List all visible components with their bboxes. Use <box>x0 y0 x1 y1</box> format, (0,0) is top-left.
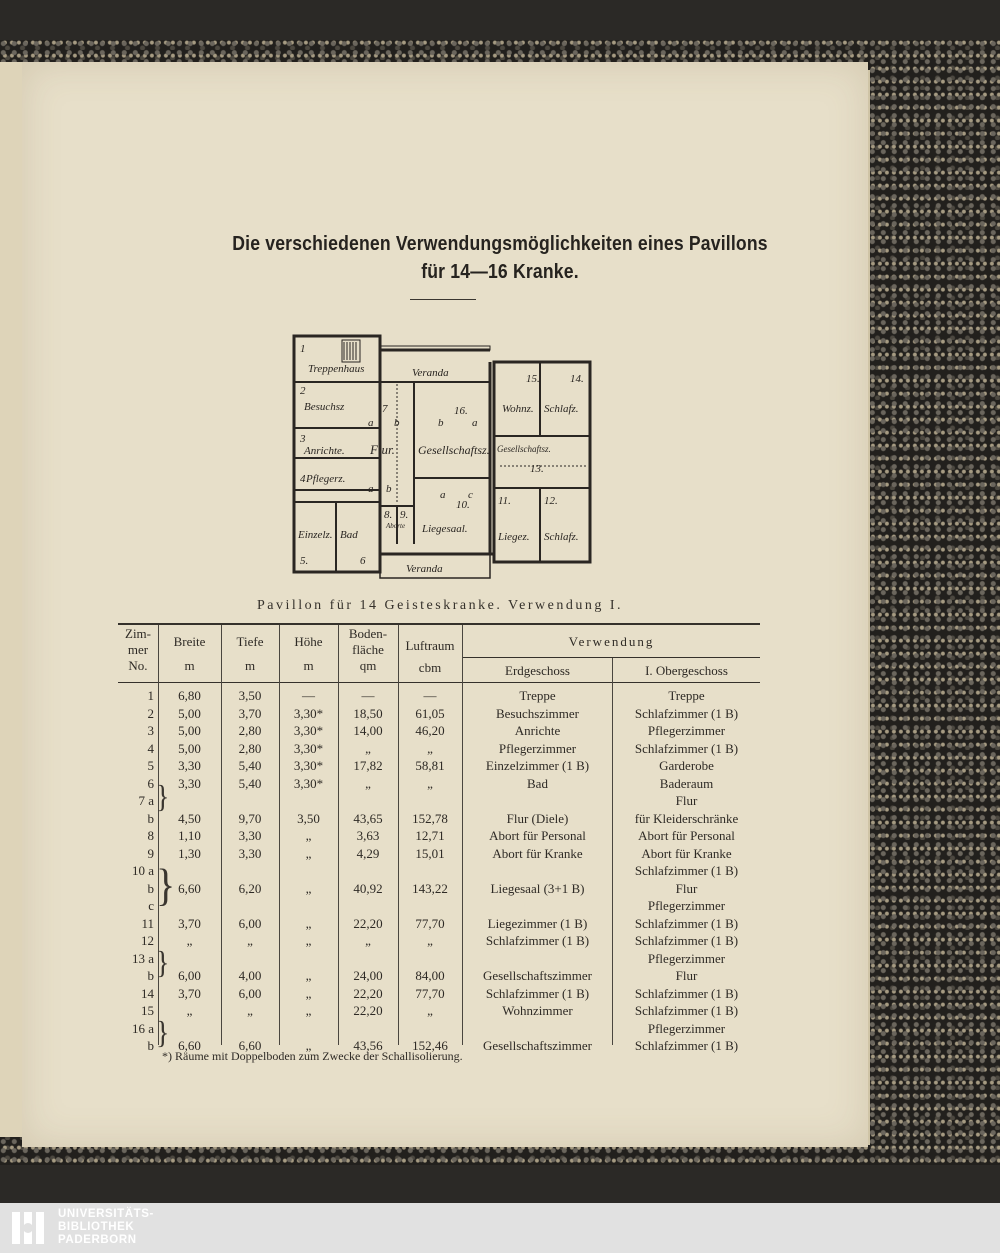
table-cell-erd: Wohnzimmer <box>502 1003 573 1018</box>
table-cell-erd: Gesellschaftszimmer <box>482 1038 592 1053</box>
table-cell-no: 16 a <box>131 1020 154 1036</box>
table-cell-luft: „ <box>427 740 433 756</box>
table-cell-boden: 24,00 <box>353 968 383 983</box>
table-cell-erd: Besuchszimmer <box>495 705 580 721</box>
table-cell-ober: Pflegerzimmer <box>647 723 726 738</box>
table-cell-boden: „ <box>365 775 371 791</box>
table-cell-hoehe: „ <box>305 1038 312 1053</box>
table-cell-tiefe: 3,50 <box>238 688 262 703</box>
plan-n16: 16. <box>454 405 468 417</box>
table-cell-ober: Treppe <box>668 688 705 703</box>
plan-schlafz-top: Schlafz. <box>544 403 579 415</box>
plan-b2: b <box>438 417 444 429</box>
table-cell-breite: 6,00 <box>178 968 201 983</box>
plan-schlafz-bottom: Schlafz. <box>544 531 579 543</box>
footnote: *) Räume mit Doppelboden zum Zwecke der Schallisolierung. <box>162 1049 463 1063</box>
table-cell-boden: 22,20 <box>353 1003 383 1018</box>
table-cell-hoehe: „ <box>305 880 312 896</box>
table-cell-boden: 3,63 <box>356 828 380 843</box>
table-cell-ober: Schlafzimmer (1 B) <box>634 705 739 721</box>
header-tiefe: Tiefe <box>236 634 264 649</box>
header-erdgeschoss: Erdgeschoss <box>505 663 570 678</box>
table-cell-tiefe: 6,60 <box>238 1038 262 1053</box>
table-cell-boden: 22,20 <box>353 985 383 1001</box>
header-zimmer: Zim- mer No. <box>125 626 151 673</box>
table-cell-hoehe: „ <box>305 985 312 1001</box>
plan-a3: a <box>368 483 374 495</box>
table-cell-erd: Schlafzimmer (1 B) <box>485 933 590 948</box>
table-caption: Pavillon für 14 Geisteskranke. Verwendung I. <box>257 598 623 613</box>
table-cell-luft: 61,05 <box>415 705 445 721</box>
table-top-rule <box>118 623 760 625</box>
table-cell-luft: 77,70 <box>415 915 445 931</box>
plan-c: c <box>468 489 473 501</box>
plan-bad: Bad <box>340 529 358 541</box>
table-cell-no: b <box>147 968 154 983</box>
table-cell-tiefe: 5,40 <box>238 775 262 791</box>
plan-n11: 11. <box>498 495 511 507</box>
table-cell-breite: 5,00 <box>178 723 201 738</box>
table-cell-boden: „ <box>365 933 371 948</box>
plan-treppenhaus: Treppenhaus <box>308 363 365 375</box>
plan-wohnz: Wohnz. <box>502 403 534 415</box>
header-luftraum-unit: cbm <box>418 660 442 675</box>
plan-n2: 2 <box>300 385 306 397</box>
plan-n3: 3 <box>300 433 306 445</box>
plan-a2: a <box>472 417 478 429</box>
table-cell-luft: — <box>423 688 437 703</box>
table-cell-no: b <box>147 1038 154 1053</box>
table-cell-tiefe: 5,40 <box>238 758 262 773</box>
table-cell-tiefe: 3,30 <box>238 845 262 861</box>
table-cell-erd: Treppe <box>519 688 556 703</box>
table-cell-boden: 43,65 <box>353 810 383 826</box>
table-cell-ober: Schlafzimmer (1 B) <box>634 985 739 1001</box>
plan-a1: a <box>368 417 374 429</box>
plan-n8: 8. <box>384 509 393 521</box>
table-cell-boden: 40,92 <box>353 880 383 896</box>
plan-n13: 13. <box>530 463 544 475</box>
table-cell-hoehe: — <box>302 688 315 703</box>
table-cell-hoehe: „ <box>305 933 312 948</box>
table-cell-ober: Schlafzimmer (1 B) <box>634 863 739 878</box>
page-title <box>60 230 940 286</box>
table-cell-tiefe: 3,30 <box>238 828 262 843</box>
plan-anrichte: Anrichte. <box>304 445 345 457</box>
table-cell-ober: für Kleiderschränke <box>634 810 739 826</box>
table-cell-erd: Schlafzimmer (1 B) <box>485 985 590 1001</box>
table-cell-hoehe: „ <box>305 845 312 861</box>
table-cell-luft: 12,71 <box>415 828 445 843</box>
table-cell-erd: Bad <box>527 775 548 791</box>
header-obergeschoss: I. Obergeschoss <box>645 663 728 678</box>
header-tiefe-unit: m <box>244 658 256 673</box>
brace-7: } <box>156 779 170 816</box>
plan-gesellschaftsz-2: Gesellschaftsz. <box>497 444 551 454</box>
table-cell-no: 9 <box>147 845 154 861</box>
plan-n12: 12. <box>544 495 558 507</box>
logo-line-3: PADERBORN <box>58 1234 137 1246</box>
title-line-2: für 14—16 Kranke. <box>421 261 579 283</box>
plan-liegesaal: Liegesaal. <box>422 523 468 535</box>
table-cell-boden: 22,20 <box>353 915 383 931</box>
table-cell-tiefe: 2,80 <box>238 723 262 738</box>
plan-gesellschaftsz: Gesellschaftsz. <box>418 443 490 457</box>
table-cell-breite: 5,00 <box>178 705 201 721</box>
plan-n4: 4 <box>300 473 306 485</box>
table-cell-breite: „ <box>186 933 193 948</box>
plan-n15: 15. <box>526 373 540 385</box>
table-cell-no: 12 <box>141 933 154 948</box>
table-cell-erd: Anrichte <box>514 723 561 738</box>
table-cell-hoehe: 3,30* <box>293 740 324 756</box>
table-cell-erd: Abort für Kranke <box>492 845 583 861</box>
table-cell-no: b <box>147 880 154 896</box>
table-cell-luft: 77,70 <box>415 985 445 1001</box>
table-cell-breite: 6,80 <box>178 688 201 703</box>
table-cell-tiefe: 6,00 <box>238 985 262 1001</box>
table-cell-breite: 6,60 <box>178 1038 201 1053</box>
table-cell-erd: Pflegerzimmer <box>498 740 577 756</box>
table-cell-hoehe: 3,30* <box>293 723 324 738</box>
table-cell-ober: Schlafzimmer (1 B) <box>634 740 739 756</box>
table-cell-luft: 15,01 <box>415 845 445 861</box>
plan-n14: 14. <box>570 373 584 385</box>
table-cell-tiefe: 3,70 <box>238 705 262 721</box>
table-cell-breite: 4,50 <box>178 810 201 826</box>
table-cell-luft: „ <box>427 933 433 948</box>
table-cell-erd: Gesellschaftszimmer <box>482 968 592 983</box>
brace-16: } <box>156 1015 170 1052</box>
table-cell-boden: 18,50 <box>353 705 383 721</box>
table-cell-no: 8 <box>147 828 154 843</box>
table-cell-no: 4 <box>147 740 154 756</box>
data-table <box>118 620 760 1053</box>
table-cell-tiefe: 9,70 <box>238 810 262 826</box>
table-cell-no: 6 <box>147 775 154 791</box>
table-cell-ober: Flur <box>675 793 698 808</box>
floor-plan <box>290 332 595 582</box>
table-cell-luft: 152,78 <box>412 810 448 826</box>
brace-13: } <box>156 945 170 982</box>
table-cell-hoehe: 3,30* <box>293 758 324 773</box>
plan-liegez: Liegez. <box>498 531 530 543</box>
table-cell-luft: „ <box>427 1003 433 1018</box>
plan-einzelz: Einzelz. <box>298 529 333 541</box>
table-cell-luft: 84,00 <box>415 968 445 983</box>
table-cell-luft: 143,22 <box>412 880 448 896</box>
table-cell-no: c <box>148 898 154 913</box>
title-line-1: Die verschiedenen Verwendungsmöglichkeiten eines Pavillons <box>232 233 768 255</box>
table-cell-hoehe: 3,30* <box>293 775 324 791</box>
table-cell-no: 14 <box>141 985 154 1001</box>
table-cell-no: 5 <box>147 758 154 773</box>
table-cell-boden: — <box>361 688 375 703</box>
table-cell-boden: „ <box>365 740 371 756</box>
header-verwendung: Verwendung <box>568 634 655 649</box>
header-bottom-rule <box>118 682 760 683</box>
table-cell-no: 15 <box>141 1003 154 1018</box>
table-cell-breite: 1,10 <box>178 828 201 843</box>
table-cell-hoehe: 3,50 <box>297 810 320 826</box>
table-cell-luft: 58,81 <box>415 758 445 773</box>
table-cell-hoehe: „ <box>305 915 312 931</box>
plan-aborte: Aborte <box>386 522 406 530</box>
table-cell-ober: Pflegerzimmer <box>647 1020 726 1036</box>
table-cell-erd: Liegesaal (3+1 B) <box>490 880 585 896</box>
plan-veranda-top: Veranda <box>412 367 449 379</box>
table-cell-hoehe: 3,30* <box>293 705 324 721</box>
table-cell-tiefe: „ <box>247 1003 253 1018</box>
table-cell-breite: 3,70 <box>178 915 201 931</box>
plan-a4: a <box>440 489 446 501</box>
table-cell-breite: 3,30 <box>178 775 201 791</box>
library-logo-text <box>58 1208 154 1247</box>
table-cell-no: b <box>147 810 154 826</box>
table-cell-tiefe: 4,00 <box>238 968 262 983</box>
table-cell-boden: 4,29 <box>356 845 380 861</box>
table-cell-ober: Schlafzimmer (1 B) <box>634 933 739 948</box>
table-cell-tiefe: 2,80 <box>238 740 262 756</box>
table-cell-ober: Garderobe <box>659 758 714 773</box>
table-cell-hoehe: „ <box>305 1003 312 1018</box>
table-cell-ober: Pflegerzimmer <box>647 950 726 966</box>
table-cell-ober: Schlafzimmer (1 B) <box>634 1038 739 1053</box>
header-bodenflaeche: Boden- fläche qm <box>348 626 388 673</box>
table-cell-luft: 152,46 <box>412 1038 448 1053</box>
table-cell-ober: Abort für Kranke <box>641 845 732 861</box>
table-cell-no: 11 <box>141 915 154 931</box>
table-cell-ober: Pflegerzimmer <box>647 898 726 913</box>
table-cell-no: 2 <box>147 705 154 721</box>
logo-line-1: UNIVERSITÄTS- <box>58 1208 154 1220</box>
table-cell-tiefe: 6,20 <box>238 880 262 896</box>
plan-pflegerz: Pflegerz. <box>306 473 346 485</box>
table-cell-hoehe: „ <box>305 968 312 983</box>
table-cell-breite: 6,60 <box>178 880 201 896</box>
table-cell-tiefe: 6,00 <box>238 915 262 931</box>
table-cell-ober: Schlafzimmer (1 B) <box>634 1003 739 1018</box>
table-cell-boden: 14,00 <box>353 723 383 738</box>
table-cell-erd: Abort für Personal <box>489 828 586 843</box>
header-hoehe: Höhe <box>294 634 323 649</box>
plan-n1: 1 <box>300 343 306 355</box>
table-cell-ober: Schlafzimmer (1 B) <box>634 915 739 931</box>
header-breite: Breite <box>173 634 206 649</box>
plan-n10: 10. <box>456 499 470 511</box>
header-hoehe-unit: m <box>303 658 314 673</box>
plan-n7: 7 <box>382 403 388 415</box>
plan-veranda-bottom: Veranda <box>406 563 443 575</box>
table-cell-erd: Liegezimmer (1 B) <box>487 915 588 931</box>
table-cell-erd: Einzelzimmer (1 B) <box>485 758 590 773</box>
table-cell-no: 10 a <box>131 863 154 878</box>
table-cell-breite: 3,30 <box>178 758 201 773</box>
library-logo-bar <box>0 1203 1000 1253</box>
table-cell-breite: 3,70 <box>178 985 201 1001</box>
plan-b3: b <box>386 483 392 495</box>
table-cell-no: 3 <box>147 723 154 738</box>
table-cell-ober: Baderaum <box>659 775 714 791</box>
table-cell-no: 7 a <box>138 793 154 808</box>
table-cell-luft: 46,20 <box>415 723 445 738</box>
table-cell-hoehe: „ <box>305 828 312 843</box>
table-cell-no: 1 <box>147 688 154 703</box>
left-page-edge <box>0 62 23 1137</box>
plan-n6: 6 <box>360 555 366 567</box>
plan-n9: 9. <box>400 509 409 521</box>
table-cell-boden: 17,82 <box>353 758 383 773</box>
table-cell-tiefe: „ <box>247 933 253 948</box>
table-cell-luft: „ <box>427 775 433 791</box>
header-breite-unit: m <box>184 658 195 673</box>
title-rule <box>410 299 476 300</box>
plan-flur: Flur. <box>370 442 395 457</box>
table-cell-ober: Flur <box>675 880 698 896</box>
table-cell-breite: 1,30 <box>178 845 201 861</box>
table-cell-boden: 43,56 <box>353 1038 383 1053</box>
header-luftraum: Luftraum <box>405 638 455 653</box>
table-cell-breite: „ <box>186 1003 193 1018</box>
brace-10: } <box>156 858 176 911</box>
table-cell-no: 13 a <box>131 950 154 966</box>
logo-line-2: BIBLIOTHEK <box>58 1221 135 1233</box>
plan-b1: b <box>394 417 400 429</box>
table-cell-ober: Flur <box>675 968 698 983</box>
plan-besuchsz: Besuchsz <box>304 401 345 413</box>
table-cell-erd: Flur (Diele) <box>506 810 569 826</box>
table-cell-breite: 5,00 <box>178 740 201 756</box>
table-cell-ober: Abort für Personal <box>638 828 735 843</box>
plan-n5: 5. <box>300 555 309 567</box>
library-logo-icon <box>8 1208 48 1248</box>
